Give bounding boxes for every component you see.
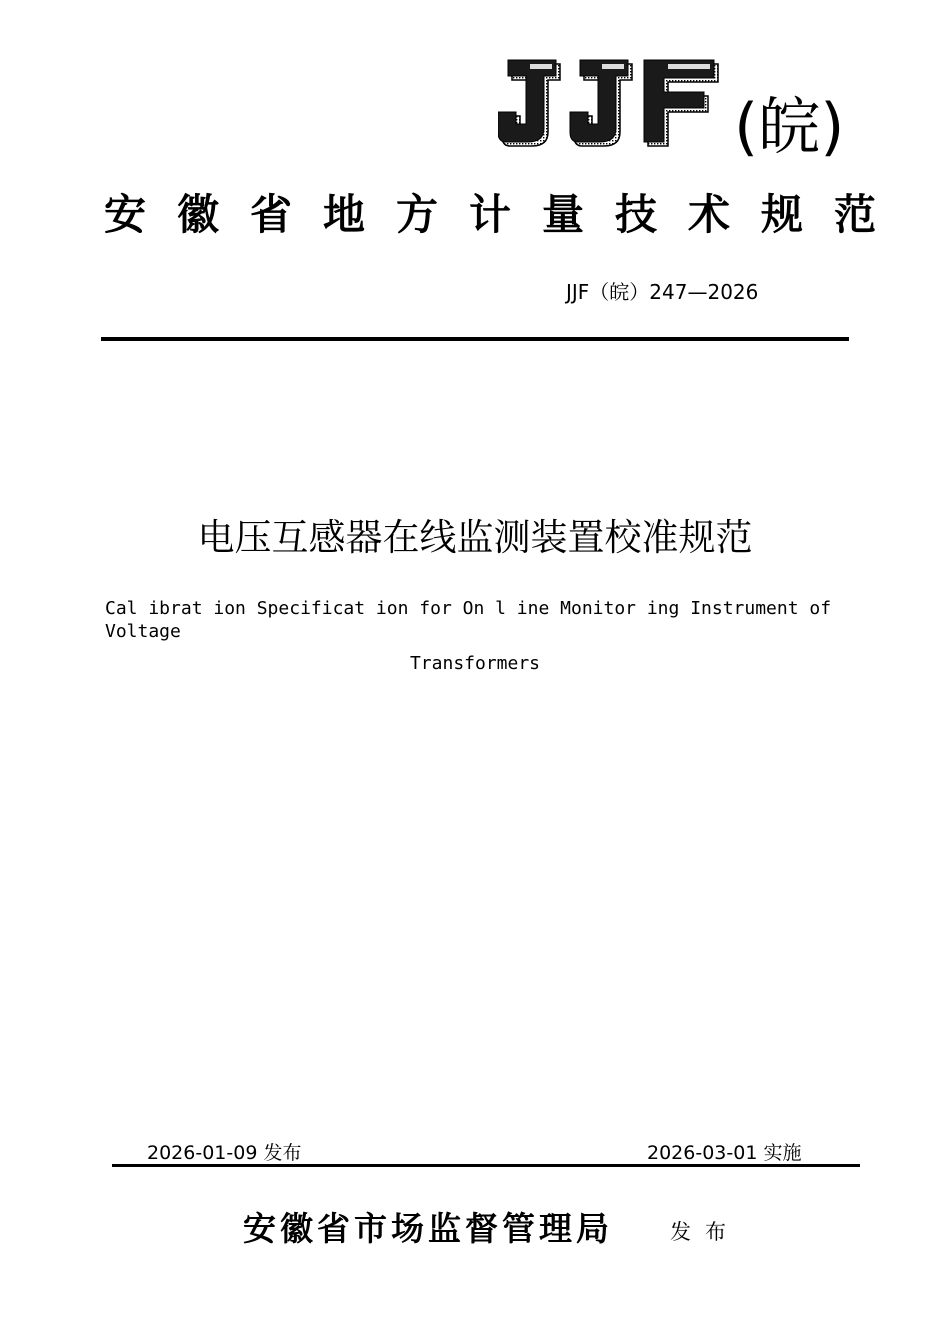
series-title: 安徽省地方计量技术规范 (104, 190, 908, 239)
document-title-en-line2: Transformers (409, 653, 541, 674)
publish-label: 发布 (670, 1220, 740, 1244)
bottom-rule (112, 1164, 860, 1167)
province-mark: (皖) (734, 90, 845, 163)
document-title-en: Cal ibrat ion Specificat ion for On l ine Monitor ing Instrument of Voltage (105, 598, 842, 642)
top-rule (101, 337, 849, 341)
implementation-date: 2026-03-01 实施 (647, 1142, 802, 1164)
issue-date: 2026-01-09 发布 (147, 1142, 302, 1164)
jjf-logo (498, 56, 722, 150)
document-number: JJF（皖）247—2026 (566, 280, 759, 304)
issuing-authority: 安徽省市场监督管理局 (243, 1209, 613, 1248)
document-title-zh: 电压互感器在线监测装置校准规范 (197, 516, 753, 559)
